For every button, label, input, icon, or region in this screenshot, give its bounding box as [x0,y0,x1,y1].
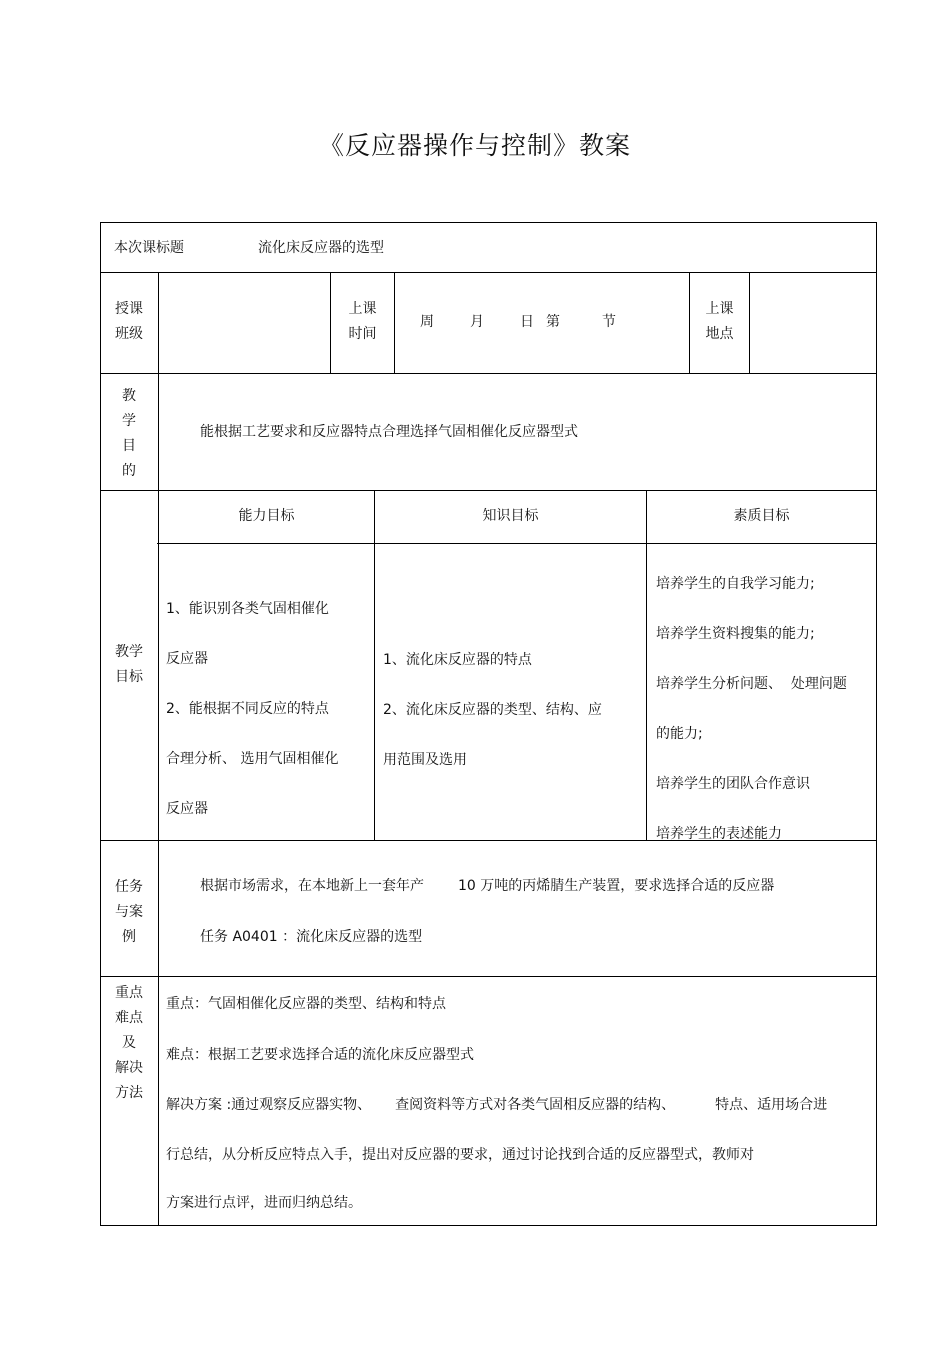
list-item: 2、能根据不同反应的特点 [166,701,329,717]
list-item: 培养学生的表述能力 [656,826,782,842]
solution-line-2: 行总结，从分析反应特点入手，提出对反应器的要求，通过讨论找到合适的反应器型式，教师对 [166,1147,754,1163]
table-rule [100,373,877,374]
quality-goal-list [656,559,847,859]
difficulty-text: 难点：根据工艺要求选择合适的流化床反应器型式 [166,1047,474,1063]
list-item: 的能力; [656,726,703,742]
key-points-label: 重点 难点 及 解决 方法 [115,985,143,1101]
table-rule [100,976,877,977]
list-item: 1、流化床反应器的特点 [383,652,532,668]
ability-goal-list [166,584,338,834]
task-case-label: 任务 与案 例 [115,879,143,945]
table-rule [749,272,750,373]
knowledge-goal-list [383,635,602,785]
task-case-line-1: 根据市场需求，在本地新上一套年产 10 万吨的丙烯腈生产装置，要求选择合适的反应器 [200,878,775,894]
list-item: 合理分析、 选用气固相催化 [166,751,339,767]
teaching-purpose-label: 教 学 目 的 [122,388,136,479]
list-item: 培养学生资料搜集的能力; [656,626,815,642]
solution-line-1: 解决方案 :通过观察反应器实物、 查阅资料等方式对各类气固相反应器的结构、 特点、适用场合进 [166,1097,828,1113]
table-rule [394,272,395,373]
teaching-purpose-text: 能根据工艺要求和反应器特点合理选择气固相催化反应器型式 [200,424,578,440]
list-item: 用范围及选用 [383,752,467,768]
quality-goal-header: 素质目标 [733,508,790,524]
list-item: 培养学生的自我学习能力; [656,576,815,592]
list-item: 反应器 [166,801,208,817]
table-rule [100,1225,877,1226]
key-point-text: 重点：气固相催化反应器的类型、结构和特点 [166,996,446,1012]
lesson-title-label: 本次课标题 [114,240,184,256]
time-value: 周 月 日 第 节 [420,314,616,330]
table-rule [100,222,877,223]
table-rule [646,490,647,840]
list-item: 1、能识别各类气固相催化 [166,601,329,617]
list-item: 2、流化床反应器的类型、结构、应 [383,702,602,718]
task-case-line-2: 任务 A0401 ：流化床反应器的选型 [200,929,423,945]
list-item: 反应器 [166,651,208,667]
time-label: 上课 时间 [348,301,377,342]
knowledge-goal-header: 知识目标 [482,508,539,524]
place-label: 上课 地点 [705,301,734,342]
document-title: 《反应器操作与控制》教案 [318,131,631,160]
solution-line-3: 方案进行点评，进而归纳总结。 [166,1195,362,1211]
ability-goal-header: 能力目标 [238,508,295,524]
table-rule [876,222,877,1226]
table-rule [374,490,375,840]
list-item: 培养学生的团队合作意识 [656,776,810,792]
teaching-goal-label: 教学 目标 [115,644,143,685]
list-item: 培养学生分析问题、 处理问题 [656,676,847,692]
table-rule [158,272,159,1226]
class-label: 授课 班级 [115,301,143,342]
lesson-title-value: 流化床反应器的选型 [258,240,384,256]
table-rule [100,272,877,273]
table-rule [157,543,877,544]
table-rule [100,490,877,491]
